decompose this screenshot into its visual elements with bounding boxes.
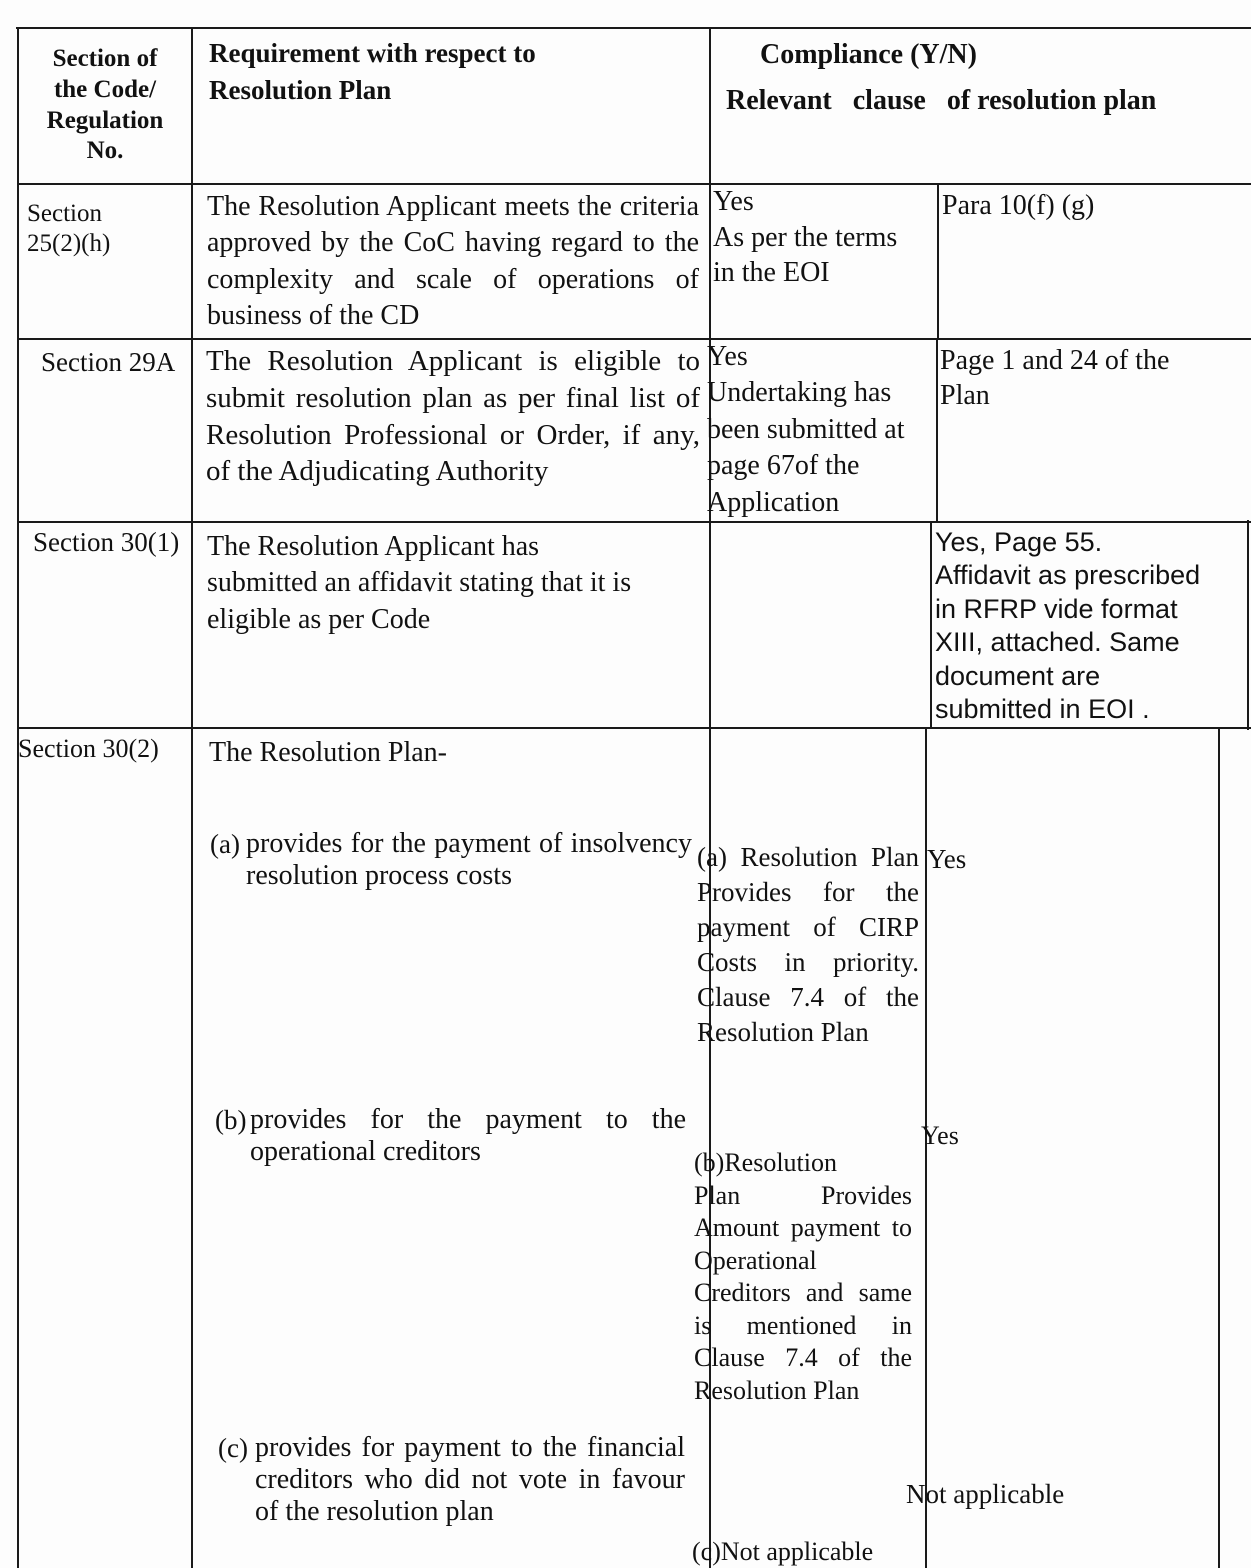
header-bottom-border [18, 183, 1251, 185]
row1-bottom-border [18, 338, 1251, 340]
subitem-b-label: (b) [215, 1105, 247, 1135]
subitem-a-text: provides for the payment of insolvency resolution process costs [246, 828, 692, 892]
row3-bottom-border [18, 727, 1251, 729]
row3-clause: Yes, Page 55. Affidavit as prescribed in RFRP vide format XIII, attached. Same document are submitted in EOI . [935, 527, 1201, 725]
subitem-a-clause: Yes [927, 844, 967, 874]
header-requirement: Requirement with respect to Resolution Plan [209, 38, 536, 106]
row2-compliance: Yes Undertaking has been submitted at page 67of the Application [707, 341, 905, 518]
row1-clause: Para 10(f) (g) [942, 190, 1095, 221]
col-divider-3c [930, 521, 932, 729]
subitem-a-label: (a) [210, 829, 240, 859]
row2-section: Section 29A [41, 347, 176, 377]
row2-clause: Page 1 and 24 of the Plan [940, 345, 1170, 411]
row4-requirement: The Resolution Plan- [209, 737, 447, 768]
subitem-c-text: provides for payment to the financial creditors who did not vote in favour of the resolution plan [255, 1432, 685, 1528]
subitem-c-clause: Not applicable [906, 1479, 1065, 1509]
row1-requirement: The Resolution Applicant meets the criteria approved by the CoC having regard to the complexity and scale of operations of business of the CD [207, 191, 699, 332]
row2-requirement: The Resolution Applicant is eligible to submit resolution plan as per final list of Resolution Professional or Order, if any, of the Adjudicating Authority [206, 345, 700, 488]
row4-section: Section 30(2) [18, 734, 159, 763]
subitem-b-compliance: (b)Resolution Plan Provides Amount payment to Operational Creditors and same is mentioned in Clause 7.4 of the Resolution Plan [694, 1148, 912, 1405]
row1-section: Section 25(2)(h) [27, 200, 111, 257]
table-left-border [17, 27, 19, 1568]
subitem-b-clause: Yes [921, 1121, 959, 1150]
subitem-c-label: (c) [218, 1433, 248, 1463]
row2-bottom-border [18, 521, 1251, 523]
row3-section: Section 30(1) [33, 527, 180, 557]
subitem-a-compliance: (a) Resolution Plan Provides for the payment of CIRP Costs in priority. Clause 7.4 of the Resolution Plan [697, 842, 919, 1048]
subitem-b-text: provides for the payment to the operational creditors [250, 1104, 686, 1168]
table-right-border-lower [1218, 727, 1220, 1568]
col-divider-3 [937, 183, 939, 340]
col-divider-1 [191, 27, 193, 1568]
table-top-border [16, 27, 1251, 29]
header-relevant-clause: Relevant clause of resolution plan [726, 85, 1157, 116]
row3-requirement: The Resolution Applicant has submitted an affidavit stating that it is eligible as per Code [207, 531, 632, 635]
header-compliance: Compliance (Y/N) [760, 39, 977, 70]
subitem-c-compliance: (c)Not applicable [692, 1537, 874, 1566]
header-section-code: Section of the Code/ Regulation No. [46, 45, 164, 165]
row1-compliance: Yes As per the terms in the EOI [713, 186, 898, 289]
